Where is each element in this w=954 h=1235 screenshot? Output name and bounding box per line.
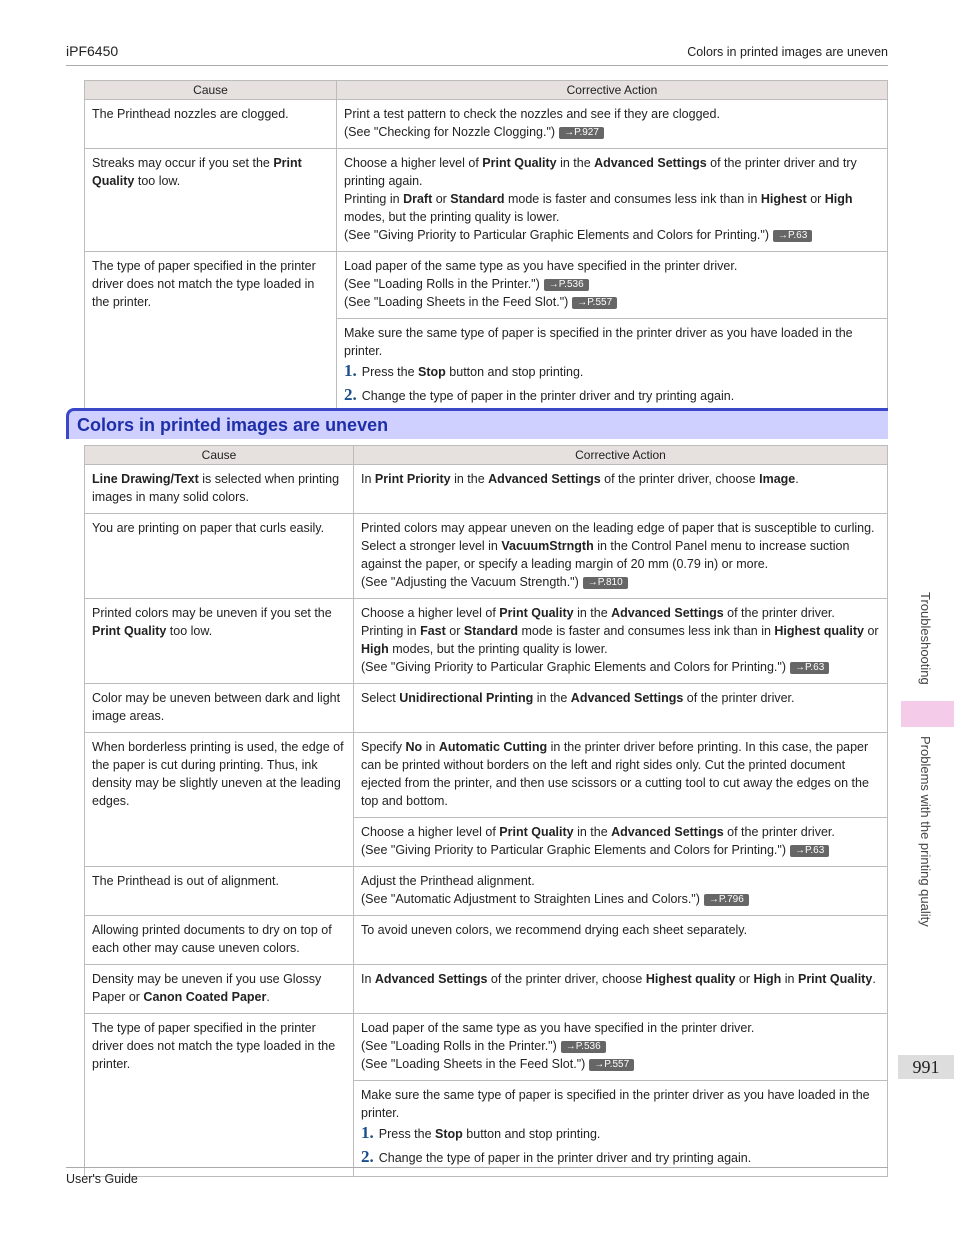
cause-cell: Density may be uneven if you use Glossy Paper or Canon Coated Paper. <box>85 965 354 1014</box>
table-header-row <box>85 81 888 100</box>
action-text: Printing in Draft or Standard mode is faster and consumes less ink than in Highest or High modes, but the printing quality is lower. <box>344 192 853 224</box>
action-cell: Printed colors may appear uneven on the leading edge of paper that is susceptible to curling. Select a stronger level in VacuumStrngth in the Control Panel menu to increase suction against the paper, or specify a leading margin of 20 mm (0.79 in) or more. (See "Adjusting the Vacuum Strength.") →P.810 <box>354 514 888 599</box>
footer-divider <box>66 1167 888 1168</box>
action-cell: Make sure the same type of paper is specified in the printer driver as you have loaded in the printer. 1. Press the Stop button and stop printing. 2. Change the type of paper in the printer driver and try printing again. <box>354 1081 888 1177</box>
see-reference: (See "Loading Rolls in the Printer.") →P.536 <box>344 275 880 293</box>
action-cell <box>337 149 888 252</box>
action-cell: Choose a higher level of Print Quality in the Advanced Settings of the printer driver. (See "Giving Priority to Particular Graphic Elements and Colors for Printing.") →P.63 <box>354 818 888 867</box>
page-number: 991 <box>898 1055 954 1079</box>
header-model: iPF6450 <box>66 43 119 59</box>
cause-cell: Color may be uneven between dark and light image areas. <box>85 684 354 733</box>
action-text: Print a test pattern to check the nozzles and see if they are clogged. <box>344 107 720 121</box>
action-text: Load paper of the same type as you have specified in the printer driver. <box>344 259 738 273</box>
column-header-cause: Cause <box>85 446 354 465</box>
page-link[interactable]: →P.536 <box>561 1041 606 1053</box>
page-link[interactable]: →P.796 <box>704 894 749 906</box>
table-header-row <box>85 446 888 465</box>
cause-cell: Line Drawing/Text is selected when printing images in many solid colors. <box>85 465 354 514</box>
troubleshooting-table-1 <box>84 80 888 415</box>
action-cell: In Advanced Settings of the printer driver, choose Highest quality or High in Print Quality. <box>354 965 888 1014</box>
cause-cell: You are printing on paper that curls easily. <box>85 514 354 599</box>
sidebar-chapter-label[interactable]: Troubleshooting <box>918 592 933 685</box>
page-link[interactable]: →P.927 <box>559 127 604 139</box>
table-row <box>85 867 888 916</box>
step-1: 1. Press the Stop button and stop printing. <box>361 1123 601 1142</box>
table-row <box>85 684 888 733</box>
page-link[interactable]: →P.536 <box>544 279 589 291</box>
page-link[interactable]: →P.63 <box>790 662 829 674</box>
cause-text: The Printhead nozzles are clogged. <box>92 107 289 121</box>
page-link[interactable]: →P.810 <box>583 577 628 589</box>
see-reference: (See "Giving Priority to Particular Graphic Elements and Colors for Printing.") →P.63 <box>361 841 880 859</box>
action-cell: Load paper of the same type as you have specified in the printer driver. (See "Loading Rolls in the Printer.") →P.536 (See "Loading Sheets in the Feed Slot.") →P.557 <box>354 1014 888 1081</box>
see-reference: (See "Loading Sheets in the Feed Slot.") →P.557 <box>361 1055 880 1073</box>
column-header-action: Corrective Action <box>337 81 888 100</box>
cause-cell: The type of paper specified in the printer driver does not match the type loaded in the printer. <box>85 1014 354 1177</box>
section-heading <box>66 408 888 439</box>
cause-cell: Allowing printed documents to dry on top of each other may cause uneven colors. <box>85 916 354 965</box>
table-row <box>85 1014 888 1081</box>
sidebar-subsection-label[interactable]: Problems with the printing quality <box>918 736 933 927</box>
column-header-cause: Cause <box>85 81 337 100</box>
see-reference: (See "Automatic Adjustment to Straighten Lines and Colors.") →P.796 <box>361 890 880 908</box>
page-link[interactable]: →P.557 <box>572 297 617 309</box>
cause-cell: When borderless printing is used, the edge of the paper is cut during printing. Thus, ink density may be slightly uneven at the leading edges. <box>85 733 354 867</box>
table-row <box>85 100 888 149</box>
page-link[interactable]: →P.557 <box>589 1059 634 1071</box>
action-text: Choose a higher level of Print Quality in the Advanced Settings of the printer driver and try printing again. <box>344 156 857 188</box>
step-2: 2. Change the type of paper in the printer driver and try printing again. <box>344 385 735 404</box>
cause-cell: Printed colors may be uneven if you set the Print Quality too low. <box>85 599 354 684</box>
footer-label: User's Guide <box>66 1172 138 1186</box>
page-link[interactable]: →P.63 <box>773 230 812 242</box>
table-row <box>85 465 888 514</box>
action-cell: Adjust the Printhead alignment. (See "Automatic Adjustment to Straighten Lines and Colors.") →P.796 <box>354 867 888 916</box>
section-heading-text: Colors in printed images are uneven <box>77 415 389 435</box>
sidebar-section-marker <box>901 701 954 727</box>
see-reference: (See "Giving Priority to Particular Graphic Elements and Colors for Printing.") →P.63 <box>361 658 880 676</box>
column-header-action: Corrective Action <box>354 446 888 465</box>
step-1: 1. Press the Stop button and stop printing. <box>344 361 584 380</box>
header-divider <box>66 65 888 66</box>
see-reference: (See "Checking for Nozzle Clogging.") →P.927 <box>344 123 880 141</box>
table-row <box>85 916 888 965</box>
action-cell: Specify No in Automatic Cutting in the printer driver before printing. In this case, the paper can be printed without borders on the left and right sides only. Cut the printed document ejected from the printer, and then use scissors or a cutting tool to cut away the edges on the top and bottom. <box>354 733 888 818</box>
see-reference: (See "Giving Priority to Particular Graphic Elements and Colors for Printing.") →P.63 <box>344 226 880 244</box>
header-section-title: Colors in printed images are uneven <box>687 45 888 59</box>
see-reference: (See "Adjusting the Vacuum Strength.") →P.810 <box>361 573 880 591</box>
cause-cell: The Printhead is out of alignment. <box>85 867 354 916</box>
step-2: 2. Change the type of paper in the printer driver and try printing again. <box>361 1147 752 1166</box>
troubleshooting-table-2 <box>84 445 888 1177</box>
action-cell <box>337 100 888 149</box>
see-reference: (See "Loading Rolls in the Printer.") →P.536 <box>361 1037 880 1055</box>
action-cell: Select Unidirectional Printing in the Advanced Settings of the printer driver. <box>354 684 888 733</box>
action-cell: To avoid uneven colors, we recommend drying each sheet separately. <box>354 916 888 965</box>
action-text: Make sure the same type of paper is specified in the printer driver as you have loaded in the printer. <box>344 326 853 358</box>
cause-cell: Streaks may occur if you set the Print Quality too low. <box>85 149 337 252</box>
table-row <box>85 599 888 684</box>
table-row <box>85 965 888 1014</box>
table-row <box>85 514 888 599</box>
cause-cell <box>85 100 337 149</box>
action-cell: Choose a higher level of Print Quality in the Advanced Settings of the printer driver. Printing in Fast or Standard mode is faster and consumes less ink than in Highest quality or High modes, but the printing quality is lower. (See "Giving Priority to Particular Graphic Elements and Colors for Printing.") →P.63 <box>354 599 888 684</box>
cause-cell: The type of paper specified in the printer driver does not match the type loaded in the printer. <box>85 252 337 415</box>
table-row <box>85 149 888 252</box>
see-reference: (See "Loading Sheets in the Feed Slot.") →P.557 <box>344 293 880 311</box>
action-cell: In Print Priority in the Advanced Settings of the printer driver, choose Image. <box>354 465 888 514</box>
action-cell <box>337 319 888 415</box>
table-row <box>85 252 888 319</box>
table-row <box>85 733 888 818</box>
page-link[interactable]: →P.63 <box>790 845 829 857</box>
action-cell <box>337 252 888 319</box>
